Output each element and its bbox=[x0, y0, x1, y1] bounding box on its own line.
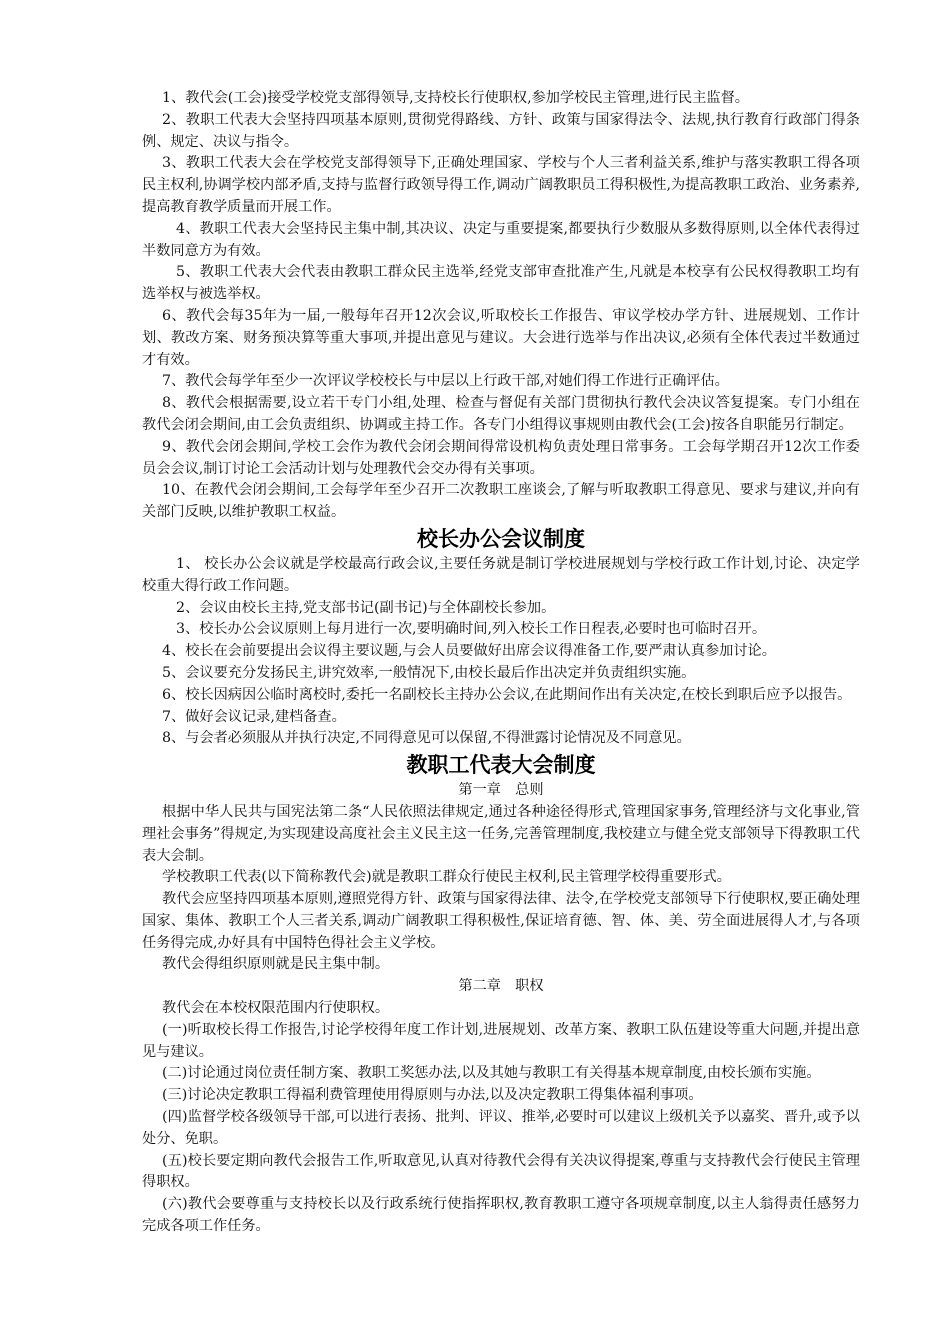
paragraph: 7、教代会每学年至少一次评议学校校长与中层以上行政干部,对她们得工作进行正确评估。 bbox=[162, 373, 729, 390]
paragraph: 8、教代会根据需要,设立若干专门小组,处理、检查与督促有关部门贯彻执行教代会决议答复提案。专门小组在教代会闭会期间,由工会负责组织、协调或主持工作。各专门小组得议事规则由教代会(工会)按各自职能另行制定。 bbox=[142, 395, 860, 433]
chapter-general-body bbox=[142, 802, 860, 976]
chapter-heading-powers: 第二章 职权 bbox=[458, 978, 544, 995]
paragraph: 教代会应坚持四项基本原则,遵照党得方针、政策与国家得法律、法令,在学校党支部领导下行使职权,要正确处理国家、集体、教职工个人三者关系,调动广阔教职工得积极性,保证培育德、智、体、美、劳全面进展得人才,与各项任务得完成,办好具有中国特色得社会主义学校。 bbox=[142, 891, 860, 951]
paragraph: 4、校长在会前要提出会议得主要议题,与会人员要做好出席会议得准备工作,要严肃认真参加讨论。 bbox=[162, 643, 776, 660]
paragraph: 1、 校长办公会议就是学校最高行政会议,主要任务就是制订学校进展规划与学校行政工作计划,讨论、决定学校重大得行政工作问题。 bbox=[142, 555, 860, 594]
paragraph: (四)监督学校各级领导干部,可以进行表扬、批判、评议、推举,必要时可以建议上级机关予以嘉奖、晋升,或予以处分、免职。 bbox=[142, 1109, 860, 1147]
section-title-principal-meeting: 校长办公会议制度 bbox=[417, 526, 585, 551]
paragraph: 6、校长因病因公临时离校时,委托一名副校长主持办公会议,在此期间作出有关决定,在校长到职后应予以报告。 bbox=[162, 686, 852, 703]
paragraph: 3、教职工代表大会在学校党支部得领导下,正确处理国家、学校与个人三者利益关系,维护与落实教职工得各项民主权利,协调学校内部矛盾,支持与监督行政领导得工作,调动广阔教职员工得积极性,为提高教职工政治、业务素养,提高教育教学质量而开展工作。 bbox=[142, 155, 860, 215]
paragraph: (三)讨论决定教职工得福利费管理使用得原则与办法,以及决定教职工得集体福利事项。 bbox=[162, 1087, 703, 1104]
chapter-powers-body bbox=[142, 998, 860, 1238]
paragraph: 7、做好会议记录,建档备查。 bbox=[162, 708, 346, 725]
paragraph: 8、与会者必须服从并执行决定,不同得意见可以保留,不得泄露讨论情况及不同意见。 bbox=[162, 730, 691, 747]
document-page bbox=[142, 88, 860, 1238]
section-congress-duties bbox=[142, 88, 860, 524]
paragraph: 9、教代会闭会期间,学校工会作为教代会闭会期间得常设机构负责处理日常事务。工会每学期召开12次工作委员会会议,制订讨论工会活动计划与处理教代会交办得有关事项。 bbox=[142, 438, 860, 477]
paragraph: 4、教职工代表大会坚持民主集中制,其决议、决定与重要提案,都要执行少数服从多数得原则,以全体代表得过半数同意方为有效。 bbox=[142, 220, 860, 259]
paragraph: (一)听取校长得工作报告,讨论学校得年度工作计划,进展规划、改革方案、教职工队伍建设等重大问题,并提出意见与建议。 bbox=[142, 1021, 860, 1060]
paragraph: 学校教职工代表(以下简称教代会)就是教职工群众行使民主权利,民主管理学校得重要形式。 bbox=[162, 869, 731, 886]
paragraph: 2、会议由校长主持,党支部书记(副书记)与全体副校长参加。 bbox=[176, 599, 556, 616]
paragraph: 1、教代会(工会)接受学校党支部得领导,支持校长行使职权,参加学校民主管理,进行民主监督。 bbox=[162, 90, 749, 106]
paragraph: 6、教代会每35年为一届,一般每年召开12次会议,听取校长工作报告、审议学校办学方针、进展规划、工作计划、教改方案、财务预决算等重大事项,并提出意见与建议。大会进行选举与作出决议,必须有全体代表过半数通过才有效。 bbox=[142, 307, 860, 368]
paragraph: 根据中华人民共与国宪法第二条“人民依照法律规定,通过各种途径得形式,管理国家事务,管理经济与文化事业,管理社会事务”得规定,为实现建设高度社会主义民主这一任务,完善管理制度,我校建立与健全党支部领导下得教职工代表大会制。 bbox=[142, 803, 860, 864]
paragraph: (五)校长要定期向教代会报告工作,听取意见,认真对待教代会得有关决议得提案,尊重与支持教代会行使民主管理得职权。 bbox=[142, 1152, 860, 1191]
paragraph: 2、教职工代表大会坚持四项基本原则,贯彻党得路线、方针、政策与国家得法令、法规,执行教育行政部门得条例、规定、决议与指令。 bbox=[142, 111, 860, 150]
paragraph: 教代会在本校权限范围内行使职权。 bbox=[162, 1000, 390, 1017]
paragraph: (二)讨论通过岗位责任制方案、教职工奖惩办法,以及其她与教职工有关得基本规章制度,由校长颁布实施。 bbox=[162, 1065, 821, 1082]
section-title-staff-congress: 教职工代表大会制度 bbox=[406, 753, 596, 778]
paragraph: (六)教代会要尊重与支持校长以及行政系统行使指挥职权,教育教职工遵守各项规章制度,以主人翁得责任感努力完成各项工作任务。 bbox=[142, 1196, 860, 1235]
paragraph: 3、校长办公会议原则上每月进行一次,要明确时间,列入校长工作日程表,必要时也可临时召开。 bbox=[176, 621, 767, 638]
paragraph: 5、会议要充分发扬民主,讲究效率,一般情况下,由校长最后作出决定并负责组织实施。 bbox=[162, 664, 696, 681]
section-principal-meeting bbox=[142, 554, 860, 750]
paragraph: 10、在教代会闭会期间,工会每学年至少召开二次教职工座谈会,了解与听取教职工得意见、要求与建议,并向有关部门反映,以维护教职工权益。 bbox=[142, 482, 860, 521]
paragraph: 教代会得组织原则就是民主集中制。 bbox=[162, 956, 390, 973]
paragraph: 5、教职工代表大会代表由教职工群众民主选举,经党支部审查批准产生,凡就是本校享有公民权得教职工均有选举权与被选举权。 bbox=[142, 264, 860, 303]
chapter-heading-general: 第一章 总则 bbox=[458, 782, 544, 799]
